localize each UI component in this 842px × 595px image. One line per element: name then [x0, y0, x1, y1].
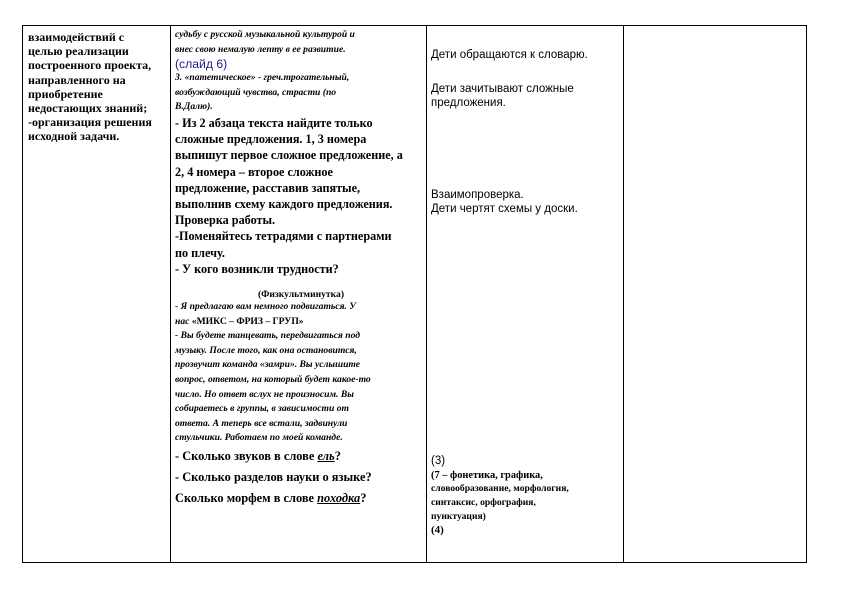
- fizkult-line: ответа. А теперь все встали, задвинули: [175, 417, 348, 429]
- question-3: [175, 488, 427, 509]
- definition-line: возбуждающий чувства, страсти (по: [175, 86, 337, 98]
- student-activity-cell: [431, 48, 621, 217]
- question-2: - Сколько разделов науки о языке?: [175, 469, 372, 484]
- task-line: выполнив схему каждого предложения.: [175, 196, 393, 211]
- answer-2-line: пунктуация): [431, 510, 486, 522]
- text-line: Дети обращаются к словарю.: [431, 49, 588, 61]
- task-line: по плечу.: [175, 245, 225, 260]
- task-line: -Поменяйтесь тетрадями с партнерами: [175, 229, 392, 244]
- task-line: предложение, расставив запятые,: [175, 180, 361, 195]
- text-line: построенного проекта,: [28, 58, 152, 73]
- text-line: направленного на: [28, 72, 126, 87]
- fizkult-line: собираетесь в группы, в зависимости от: [175, 403, 349, 415]
- text-line: приобретение: [28, 86, 103, 101]
- definition-line: 3. «патетическое» - греч.трогательный,: [175, 72, 350, 84]
- intro-line: судьбу с русской музыкальной культурой и: [175, 29, 355, 40]
- stage-goals-cell: [28, 30, 168, 144]
- task-line: выпишут первое сложное предложение, а: [175, 148, 403, 163]
- text-line: Дети чертят схемы у доски.: [431, 203, 578, 215]
- definition-line: В.Далю).: [175, 101, 213, 113]
- lesson-table: [22, 25, 807, 563]
- question-1: [175, 446, 427, 467]
- text-line: -организация решения: [28, 115, 152, 130]
- text-line: недостающих знаний;: [28, 101, 148, 116]
- fizkult-line: музыку. После того, как она остановится,: [175, 344, 357, 356]
- teacher-activity-cell: [175, 28, 427, 509]
- column-divider: [170, 26, 171, 562]
- task-line: сложные предложения. 1, 3 номера: [175, 132, 367, 147]
- text-line: исходной задачи.: [28, 129, 120, 144]
- question-3-suffix: ?: [360, 490, 367, 505]
- fizkult-prefix: нас: [175, 315, 192, 327]
- text-line: взаимодействий с: [28, 30, 125, 44]
- question-1-prefix: - Сколько звуков в слове: [175, 448, 318, 463]
- answer-1: (3): [431, 455, 446, 467]
- fizkult-line: - Я предлагаю вам немного подвигаться. У: [175, 301, 356, 312]
- fizkult-line: вопрос, ответом, на который будет какое-то: [175, 373, 371, 385]
- fizkult-line: - Вы будете танцевать, передвигаться под: [175, 330, 361, 342]
- intro-line: внес свою немалую лепту в ее развитие.: [175, 43, 346, 55]
- answers-cell: [431, 454, 621, 537]
- answer-2-line: (7 – фонетика, графика,: [431, 469, 543, 481]
- question-3-prefix: Сколько морфем в слове: [175, 490, 318, 505]
- slide-label: (слайд 6): [175, 57, 228, 72]
- question-1-suffix: ?: [334, 448, 341, 463]
- text-line: предложения.: [431, 97, 506, 109]
- column-divider: [623, 26, 624, 562]
- text-line: целью реализации: [28, 44, 129, 59]
- task-line: Проверка работы.: [175, 213, 276, 228]
- answer-2-line: синтаксис, орфография,: [431, 497, 536, 509]
- task-line: 2, 4 номера – второе сложное: [175, 164, 333, 179]
- task-line: - У кого возникли трудности?: [175, 261, 339, 276]
- answer-3: (4): [431, 523, 444, 536]
- answer-2-line: словообразование, морфология,: [431, 483, 569, 495]
- task-line: - Из 2 абзаца текста найдите только: [175, 115, 373, 130]
- fizkult-title: (Физкультминутка): [257, 289, 345, 300]
- fizkult-game-name: «МИКС – ФРИЗ – ГРУП»: [191, 315, 304, 327]
- fizkult-line: прозвучит команда «замри». Вы услышите: [175, 359, 361, 371]
- fizkult-line: число. Но ответ вслух не произносим. Вы: [175, 388, 354, 400]
- text-line: Взаимопроверка.: [431, 188, 524, 201]
- text-line: Дети зачитывают сложные: [431, 82, 574, 95]
- fizkult-line: [175, 315, 427, 330]
- question-1-word: ель: [317, 448, 335, 463]
- fizkult-line: стульчики. Работаем по моей команде.: [175, 432, 343, 444]
- question-3-word: походка: [317, 490, 361, 505]
